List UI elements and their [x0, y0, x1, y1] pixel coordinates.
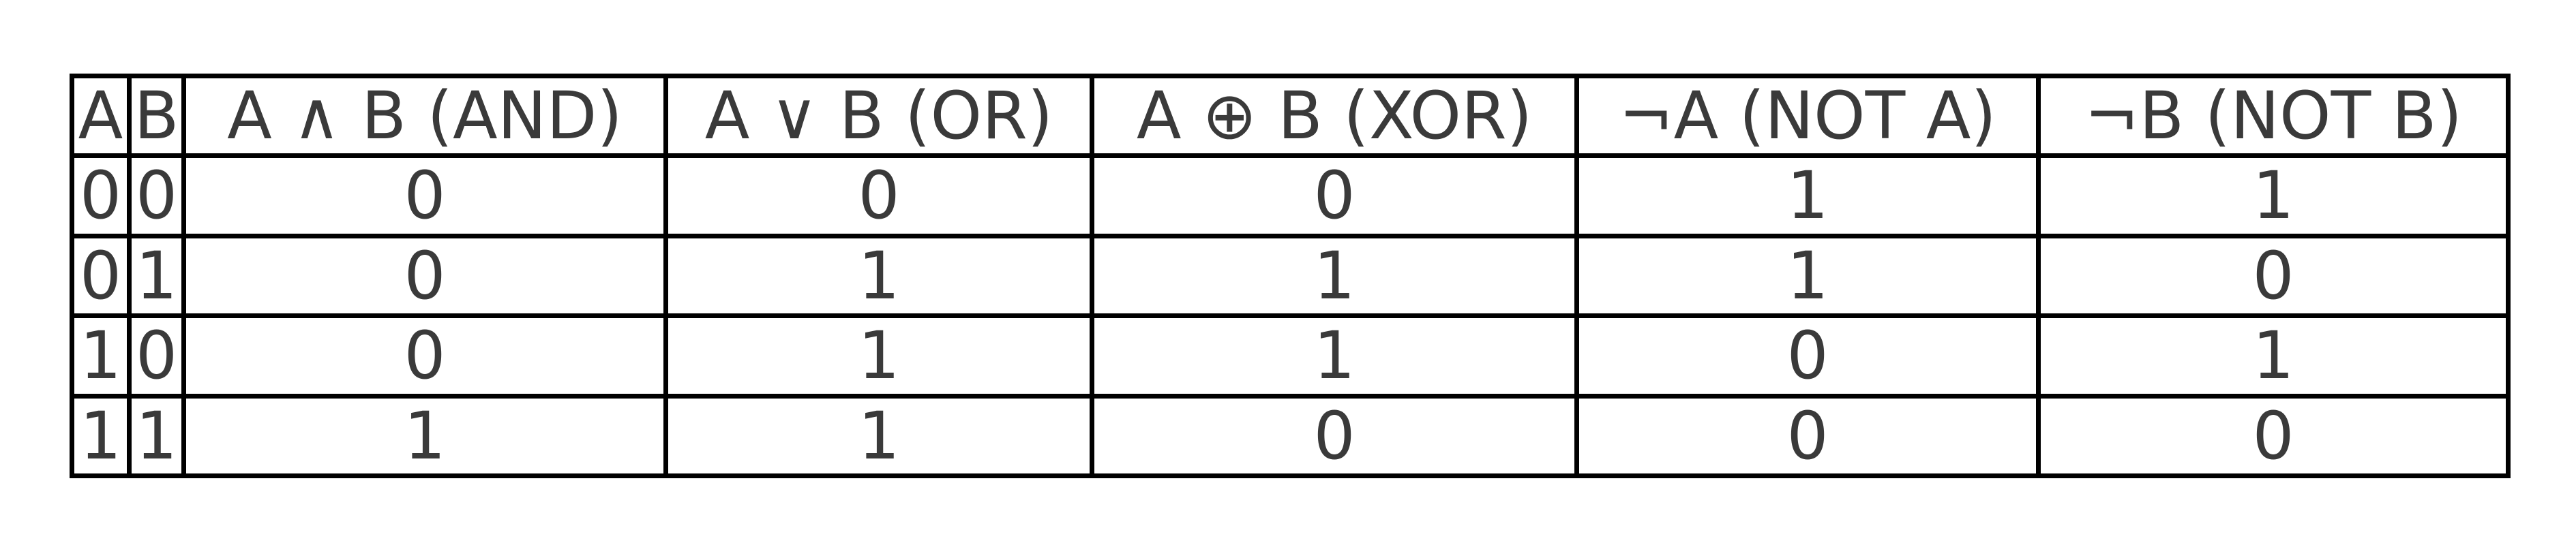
- cell-xor: 0: [1092, 156, 1577, 236]
- cell-not-b: 1: [2039, 316, 2508, 396]
- column-header-b: B: [130, 76, 184, 156]
- column-header-a: A: [72, 76, 130, 156]
- cell-a: 0: [72, 236, 130, 316]
- cell-b: 0: [130, 316, 184, 396]
- table-row: [72, 156, 2508, 236]
- cell-xor: 0: [1092, 396, 1577, 476]
- cell-and: 1: [184, 396, 666, 476]
- cell-a: 1: [72, 396, 130, 476]
- cell-not-b: 0: [2039, 396, 2508, 476]
- cell-not-a: 0: [1577, 316, 2039, 396]
- cell-b: 0: [130, 156, 184, 236]
- table-row: [72, 396, 2508, 476]
- table-body: [72, 156, 2508, 476]
- cell-or: 1: [666, 316, 1092, 396]
- cell-or: 1: [666, 396, 1092, 476]
- cell-a: 1: [72, 316, 130, 396]
- truth-table: [70, 74, 2511, 478]
- cell-or: 0: [666, 156, 1092, 236]
- cell-or: 1: [666, 236, 1092, 316]
- cell-xor: 1: [1092, 236, 1577, 316]
- cell-not-a: 1: [1577, 156, 2039, 236]
- cell-not-b: 1: [2039, 156, 2508, 236]
- cell-and: 0: [184, 316, 666, 396]
- column-header-not-a: ¬A (NOT A): [1577, 76, 2039, 156]
- cell-b: 1: [130, 396, 184, 476]
- column-header-and: A ∧ B (AND): [184, 76, 666, 156]
- column-header-xor: A ⊕ B (XOR): [1092, 76, 1577, 156]
- cell-b: 1: [130, 236, 184, 316]
- cell-a: 0: [72, 156, 130, 236]
- cell-xor: 1: [1092, 316, 1577, 396]
- column-header-or: A ∨ B (OR): [666, 76, 1092, 156]
- column-header-not-b: ¬B (NOT B): [2039, 76, 2508, 156]
- header-row: [72, 76, 2508, 156]
- table-header: [72, 76, 2508, 156]
- cell-and: 0: [184, 236, 666, 316]
- table-row: [72, 236, 2508, 316]
- cell-not-b: 0: [2039, 236, 2508, 316]
- cell-and: 0: [184, 156, 666, 236]
- cell-not-a: 1: [1577, 236, 2039, 316]
- cell-not-a: 0: [1577, 396, 2039, 476]
- table-row: [72, 316, 2508, 396]
